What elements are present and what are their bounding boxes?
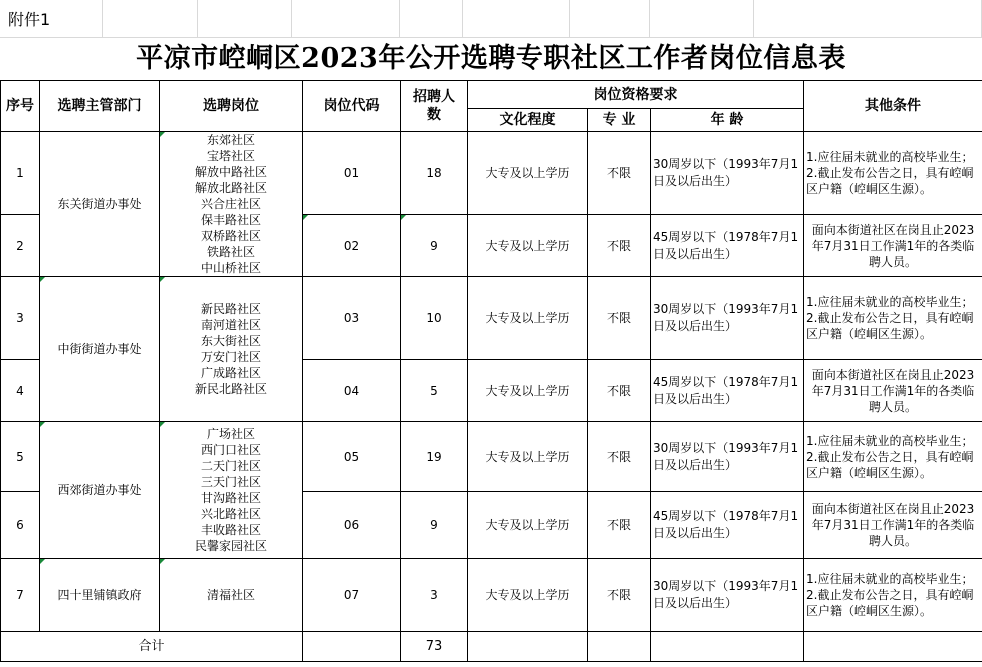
cell-dept[interactable]: 东关街道办事处 (40, 132, 160, 277)
total-empty-cell[interactable] (651, 632, 804, 662)
post-name: 解放中路社区 (194, 165, 267, 179)
cell-age[interactable]: 30周岁以下（1993年7月1日及以后出生） (651, 132, 804, 215)
attachment-row (0, 0, 982, 38)
post-name: 铁路社区 (206, 245, 255, 259)
cell-seq[interactable]: 5 (1, 422, 40, 492)
cell-other[interactable]: 1.应往届未就业的高校毕业生；2.截止发布公告之日，具有崆峒区户籍（崆峒区生源）。 (804, 277, 982, 360)
total-empty-cell[interactable] (468, 632, 588, 662)
header-count[interactable]: 招聘人数 (401, 81, 468, 132)
post-name: 三天门社区 (200, 475, 261, 489)
grid-cell[interactable] (198, 0, 292, 38)
post-name: 南河道社区 (200, 318, 261, 332)
post-name: 兴北路社区 (200, 507, 261, 521)
cell-count[interactable]: 9 (401, 215, 468, 277)
cell-count[interactable]: 10 (401, 277, 468, 360)
cell-other[interactable]: 面向本街道社区在岗且止2023年7月31日工作满1年的各类临聘人员。 (804, 360, 982, 422)
cell-education[interactable]: 大专及以上学历 (468, 277, 588, 360)
post-name: 解放北路社区 (194, 181, 267, 195)
cell-major[interactable]: 不限 (588, 422, 651, 492)
post-name: 宝塔社区 (206, 149, 255, 163)
post-name: 东郊社区 (206, 133, 255, 147)
cell-education[interactable]: 大专及以上学历 (468, 492, 588, 559)
total-empty-cell[interactable] (804, 632, 982, 662)
cell-code[interactable]: 04 (303, 360, 401, 422)
cell-seq[interactable]: 4 (1, 360, 40, 422)
cell-age[interactable]: 45周岁以下（1978年7月1日及以后出生） (651, 492, 804, 559)
cell-major[interactable]: 不限 (588, 559, 651, 632)
cell-code[interactable]: 03 (303, 277, 401, 360)
grid-cell[interactable] (570, 0, 650, 38)
cell-education[interactable]: 大专及以上学历 (468, 360, 588, 422)
total-empty-cell[interactable] (588, 632, 651, 662)
cell-age[interactable]: 30周岁以下（1993年7月1日及以后出生） (651, 422, 804, 492)
post-name: 广场社区 (206, 427, 255, 441)
header-major[interactable]: 专 业 (588, 109, 651, 132)
cell-other[interactable]: 1.应往届未就业的高校毕业生；2.截止发布公告之日，具有崆峒区户籍（崆峒区生源）。 (804, 422, 982, 492)
cell-posts[interactable] (160, 132, 303, 277)
grid-cell[interactable] (650, 0, 754, 38)
cell-count[interactable]: 9 (401, 492, 468, 559)
header-age[interactable]: 年 龄 (651, 109, 804, 132)
grid-cell[interactable] (103, 0, 198, 38)
table-row (1, 132, 982, 215)
post-name: 新民北路社区 (194, 382, 267, 396)
post-name: 双桥路社区 (200, 229, 261, 243)
cell-age[interactable]: 30周岁以下（1993年7月1日及以后出生） (651, 559, 804, 632)
header-posts[interactable]: 选聘岗位 (160, 81, 303, 132)
grid-cell[interactable] (292, 0, 400, 38)
cell-other[interactable]: 1.应往届未就业的高校毕业生；2.截止发布公告之日，具有崆峒区户籍（崆峒区生源）。 (804, 559, 982, 632)
cell-dept[interactable]: 西郊街道办事处 (40, 422, 160, 559)
cell-posts[interactable] (160, 559, 303, 632)
cell-posts[interactable] (160, 277, 303, 422)
cell-posts[interactable] (160, 422, 303, 559)
grid-cell[interactable] (754, 0, 982, 38)
cell-code[interactable]: 05 (303, 422, 401, 492)
header-dept[interactable]: 选聘主管部门 (40, 81, 160, 132)
total-count[interactable]: 73 (401, 632, 468, 662)
total-empty-cell[interactable] (303, 632, 401, 662)
table-row (1, 422, 982, 492)
post-name: 清福社区 (206, 588, 255, 602)
header-qualification[interactable]: 岗位资格要求 (468, 81, 804, 109)
attachment-label: 附件1 (8, 10, 51, 29)
post-name: 保丰路社区 (200, 213, 261, 227)
cell-code[interactable]: 07 (303, 559, 401, 632)
cell-other[interactable]: 面向本街道社区在岗且止2023年7月31日工作满1年的各类临聘人员。 (804, 492, 982, 559)
cell-education[interactable]: 大专及以上学历 (468, 422, 588, 492)
cell-count[interactable]: 19 (401, 422, 468, 492)
cell-age[interactable]: 45周岁以下（1978年7月1日及以后出生） (651, 215, 804, 277)
cell-major[interactable]: 不限 (588, 360, 651, 422)
post-name: 丰收路社区 (200, 523, 261, 537)
header-row (1, 81, 982, 109)
post-name: 民馨家园社区 (194, 539, 267, 553)
post-name: 中山桥社区 (200, 261, 261, 275)
cell-count[interactable]: 3 (401, 559, 468, 632)
cell-seq[interactable]: 3 (1, 277, 40, 360)
cell-seq[interactable]: 2 (1, 215, 40, 277)
post-name: 兴合庄社区 (200, 197, 261, 211)
positions-table (0, 80, 982, 662)
post-name: 万安门社区 (200, 350, 261, 364)
cell-dept[interactable]: 四十里铺镇政府 (40, 559, 160, 632)
total-label[interactable]: 合计 (1, 632, 303, 662)
cell-dept[interactable]: 中街街道办事处 (40, 277, 160, 422)
table-row (1, 277, 982, 360)
cell-education[interactable]: 大专及以上学历 (468, 132, 588, 215)
total-row (1, 632, 982, 662)
cell-code[interactable]: 02 (303, 215, 401, 277)
cell-count[interactable]: 5 (401, 360, 468, 422)
cell-other[interactable]: 面向本街道社区在岗且止2023年7月31日工作满1年的各类临聘人员。 (804, 215, 982, 277)
grid-cell[interactable] (400, 0, 463, 38)
cell-seq[interactable]: 6 (1, 492, 40, 559)
header-code[interactable]: 岗位代码 (303, 81, 401, 132)
cell-major[interactable]: 不限 (588, 492, 651, 559)
cell-code[interactable]: 06 (303, 492, 401, 559)
cell-age[interactable]: 30周岁以下（1993年7月1日及以后出生） (651, 277, 804, 360)
post-name: 二天门社区 (200, 459, 261, 473)
cell-other[interactable]: 1.应往届未就业的高校毕业生；2.截止发布公告之日，具有崆峒区户籍（崆峒区生源）。 (804, 132, 982, 215)
table-row (1, 559, 982, 632)
grid-cell[interactable] (463, 0, 570, 38)
cell-major[interactable]: 不限 (588, 277, 651, 360)
cell-major[interactable]: 不限 (588, 132, 651, 215)
cell-age[interactable]: 45周岁以下（1978年7月1日及以后出生） (651, 360, 804, 422)
cell-major[interactable]: 不限 (588, 215, 651, 277)
cell-seq[interactable]: 7 (1, 559, 40, 632)
cell-count[interactable]: 18 (401, 132, 468, 215)
header-seq[interactable]: 序号 (1, 81, 40, 132)
cell-education[interactable]: 大专及以上学历 (468, 215, 588, 277)
post-name: 东大街社区 (200, 334, 261, 348)
post-name: 西门口社区 (200, 443, 261, 457)
page-title: 平凉市崆峒区2023年公开选聘专职社区工作者岗位信息表 (136, 43, 846, 74)
cell-education[interactable]: 大专及以上学历 (468, 559, 588, 632)
header-education[interactable]: 文化程度 (468, 109, 588, 132)
post-name: 甘沟路社区 (200, 491, 261, 505)
post-name: 广成路社区 (200, 366, 261, 380)
cell-code[interactable]: 01 (303, 132, 401, 215)
header-other[interactable]: 其他条件 (804, 81, 982, 132)
post-name: 新民路社区 (200, 302, 261, 316)
cell-seq[interactable]: 1 (1, 132, 40, 215)
